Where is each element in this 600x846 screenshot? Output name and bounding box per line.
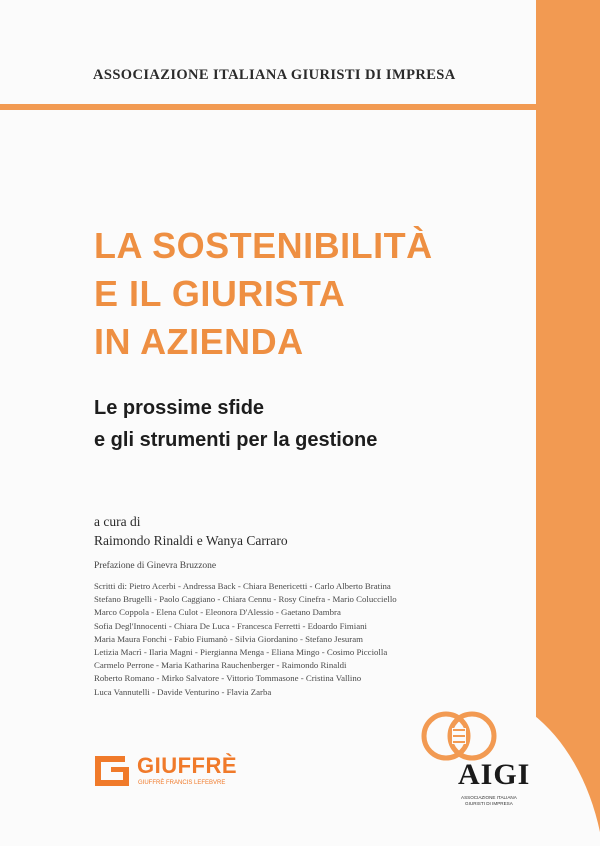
contributors-line: Scritti di: Pietro Acerbi - Andressa Back - Chiara Benericetti - Carlo Alberto Bratina (94, 581, 391, 591)
title-line: IN AZIENDA (94, 321, 304, 362)
subtitle-line: Le prossime sfide (94, 397, 265, 419)
orange-rule (0, 104, 536, 110)
aigi-caption (461, 795, 517, 806)
book-subtitle (94, 392, 377, 456)
subtitle-line: e gli strumenti per la gestione (94, 429, 378, 451)
contributors-line: Carmelo Perrone - Maria Katharina Rauchenberger - Raimondo Rinaldi (94, 660, 347, 671)
orange-side-band (536, 0, 600, 846)
curators-intro: a cura di (94, 514, 141, 529)
contributors-line: Marco Coppola - Elena Culot - Eleonora D'Alessio - Gaetano Dambra (94, 607, 341, 618)
contributors-line: Stefano Brugelli - Paolo Caggiano - Chiara Cennu - Rosy Cinefra - Mario Colucciello (94, 594, 397, 605)
title-line: LA SOSTENIBILITÀ (94, 225, 433, 266)
contributors-line: Sofia Degl'Innocenti - Chiara De Luca - Francesca Ferretti - Edoardo Fimiani (94, 620, 367, 631)
aigi-caption-line: ASSOCIAZIONE ITALIANA (461, 795, 517, 800)
book-title (94, 222, 433, 366)
aigi-logo (420, 708, 531, 808)
preface-credit: Prefazione di Ginevra Bruzzone (94, 561, 217, 571)
curators (94, 512, 288, 550)
aigi-wordmark: AIGI (458, 758, 531, 791)
giuffre-logo-icon (93, 752, 131, 788)
giuffre-name: GIUFFRÈ (137, 753, 238, 778)
contributors-line: Letizia Macrì - Ilaria Magni - Piergianna Menga - Eliana Mingo - Cosimo Picciolla (94, 647, 388, 658)
contributors-line: Luca Vannutelli - Davide Venturino - Flavia Zarba (94, 686, 272, 697)
curators-names: Raimondo Rinaldi e Wanya Carraro (94, 533, 288, 548)
contributors-line: Roberto Romano - Mirko Salvatore - Vittorio Tommasone - Cristina Vallino (94, 673, 362, 684)
association-name: ASSOCIAZIONE ITALIANA GIURISTI DI IMPRESA (93, 67, 456, 83)
giuffre-tagline: GIUFFRÈ FRANCIS LEFEBVRE (138, 780, 226, 786)
title-line: E IL GIURISTA (94, 273, 346, 314)
contributors-list (94, 580, 514, 699)
contributors-line: Maria Maura Fonchi - Fabio Fiumanò - Silvia Giordanino - Stefano Jesuram (94, 633, 363, 644)
aigi-caption-line: GIURISTI DI IMPRESA (465, 800, 513, 806)
